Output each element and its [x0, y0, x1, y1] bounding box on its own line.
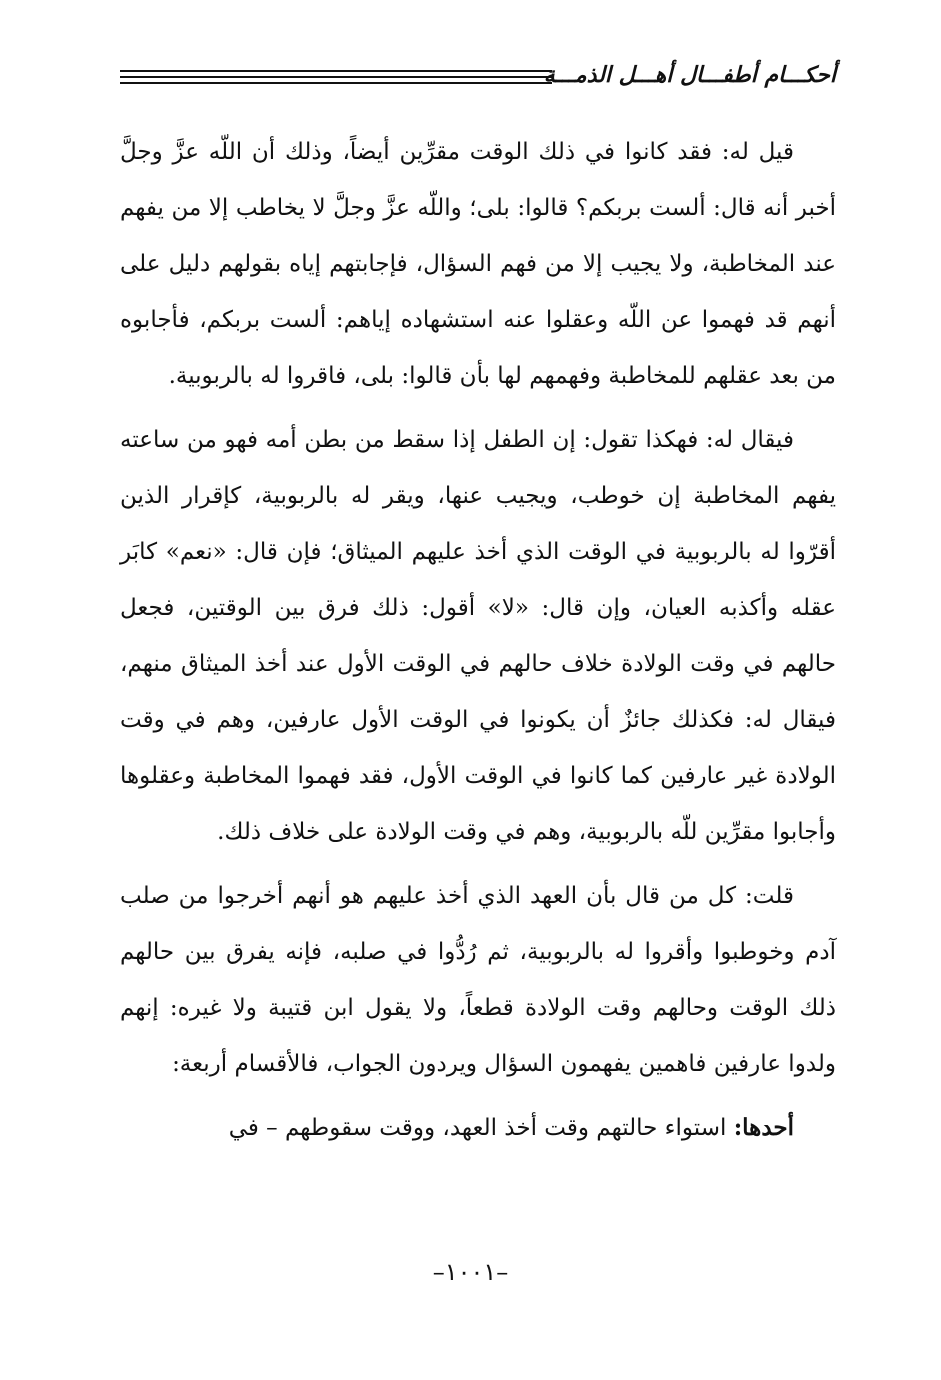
paragraph-3: قلت: كل من قال بأن العهد الذي أخذ عليهم هو أنهم أخرجوا من صلب آدم وخوطبوا وأقروا له بالربوبية، ثم رُدُّوا في صلبه، فإنه يفرق بين حالهم ذلك الوقت وحالهم وقت الولادة قطعاً، ولا يقول ابن قتيبة ولا غيره: إنهم ولدوا عارفين فاهمين يفهمون السؤال ويردون الجواب، فالأقسام أربعة: — [120, 883, 836, 1077]
paragraph-4 — [120, 1100, 836, 1156]
paragraph-1: قيل له: فقد كانوا في ذلك الوقت مقرِّين أيضاً، وذلك أن اللّه عزَّ وجلَّ أخبر أنه قال: ألست بربكم؟ قالوا: بلى؛ واللّه عزَّ وجلَّ لا يخاطب إلا من يفهم عند المخاطبة، ولا يجيب إلا من فهم السؤال، فإجابتهم إياه بقولهم دليل على أنهم قد فهموا عن اللّه وعقلوا عنه استشهاده إياهم: ألست بربكم، فأجابوه من بعد عقلهم للمخاطبة وفهمهم لها بأن قالوا: بلى، فاقروا له بالربوبية. — [120, 139, 836, 389]
paragraph-2: فيقال له: فهكذا تقول: إن الطفل إذا سقط من بطن أمه فهو من ساعته يفهم المخاطبة إن خوطب، ويجيب عنها، ويقر له بالربوبية، كإقرار الذين أقرّوا له بالربوبية في الوقت الذي أخذ عليهم الميثاق؛ فإن قال: «نعم» كابَر عقله وأكذبه العيان، وإن قال: «لا» أقول: ذلك فرق بين الوقتين، فجعل حالهم في وقت الولادة خلاف حالهم في الوقت الأول عند أخذ الميثاق منهم، فيقال له: فكذلك جائزٌ أن يكونوا في الوقت الأول عارفين، وهم في وقت الولادة غير عارفين كما كانوا في الوقت الأول، فقد فهموا المخاطبة وعقلوها وأجابوا مقرِّين للّه بالربوبية، وهم في وقت الولادة على خلاف ذلك. — [120, 427, 836, 845]
paragraph-4-lead: أحدها: — [733, 1114, 794, 1141]
header-rule — [120, 70, 552, 72]
header-rule — [120, 82, 552, 84]
page-body — [120, 124, 836, 1164]
page-number: –١٠٠١– — [432, 1258, 509, 1286]
running-header-title: أحكـــام أطفـــال أهـــل الذمـــة — [543, 62, 836, 88]
header-rule — [120, 76, 552, 78]
paragraph-4-text: استواء حالتهم وقت أخذ العهد، ووقت سقوطهم – في — [228, 1115, 734, 1141]
running-header — [120, 58, 836, 98]
